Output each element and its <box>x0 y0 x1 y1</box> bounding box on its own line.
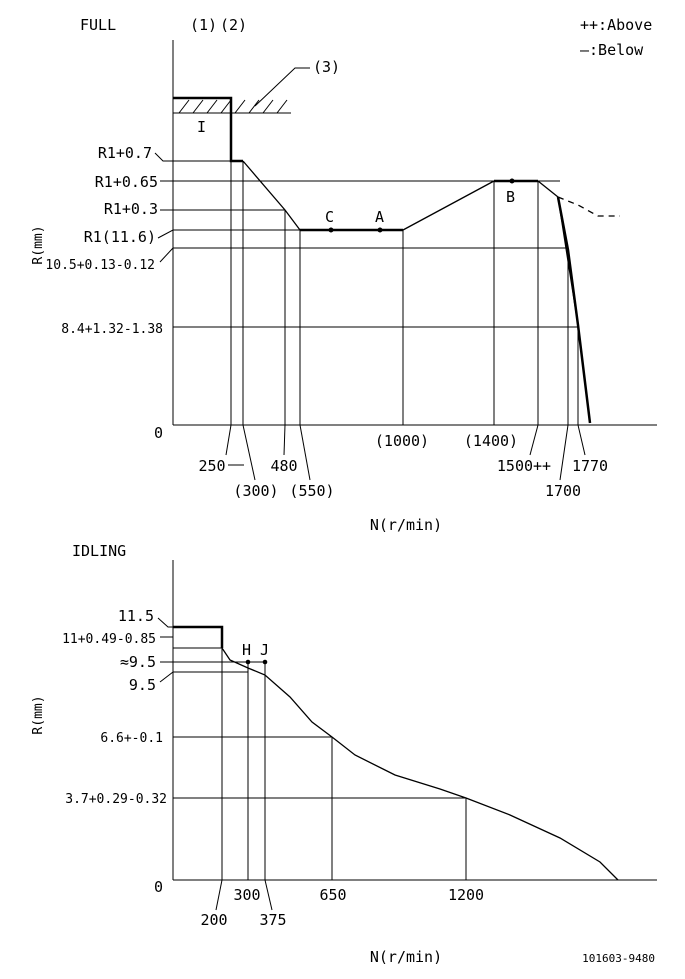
leader-r1-0.7 <box>155 153 173 161</box>
leader-200 <box>216 880 222 910</box>
full-xlabel-250: 250 <box>198 457 226 475</box>
point-j-label: J <box>260 641 270 659</box>
roman-i: I <box>197 118 207 136</box>
full-x-axis-title: N(r/min) <box>369 516 443 534</box>
idling-y-axis-title: R(mm) <box>31 695 46 735</box>
leader-11.5 <box>158 618 173 627</box>
marker-3-leader <box>255 68 310 106</box>
idling-ylabel-3.7: 3.7+0.29-0.32 <box>65 792 167 807</box>
full-title: FULL <box>80 16 117 34</box>
full-xlabel-1400: (1400) <box>463 432 519 450</box>
idling-xlabel-1200: 1200 <box>447 886 485 904</box>
idling-curve <box>222 648 618 880</box>
legend-below: —:Below <box>580 41 644 59</box>
point-c-label: C <box>325 208 335 226</box>
full-xlabel-1500: 1500++ <box>496 457 552 475</box>
full-ylabel-10.5: 10.5+0.13-0.12 <box>45 258 155 273</box>
leader-9.5 <box>160 672 173 682</box>
leader-1700 <box>560 425 568 480</box>
idling-ylabel-approx-9.5: ≈9.5 <box>119 653 156 671</box>
full-y-axis-title: R(mm) <box>31 225 46 265</box>
point-a-label: A <box>375 208 385 226</box>
leader-300 <box>243 425 255 480</box>
full-ylabel-r1-0.3: R1+0.3 <box>103 200 158 218</box>
idling-ylabel-9.5: 9.5 <box>128 676 156 694</box>
idling-ylabel-0: 0 <box>153 878 163 896</box>
descending-segment <box>243 161 300 230</box>
full-xlabel-1770: 1770 <box>571 457 609 475</box>
idling-ylabel-11.5: 11.5 <box>117 607 154 625</box>
full-xlabel-1000: (1000) <box>374 432 430 450</box>
full-xlabel-550: (550) <box>289 482 335 500</box>
legend-above: ++:Above <box>580 16 653 34</box>
leader-r1-11.6 <box>158 230 300 238</box>
full-xlabel-480: 480 <box>270 457 298 475</box>
leader-10.5 <box>160 248 173 262</box>
leader-250 <box>226 425 231 455</box>
idling-x-axis-title: N(r/min) <box>369 948 443 966</box>
rising-segment <box>403 181 494 230</box>
leader-480 <box>284 425 285 455</box>
full-chart <box>31 16 657 534</box>
idling-xlabel-650: 650 <box>319 886 347 904</box>
full-ylabel-r1-0.65: R1+0.65 <box>94 173 158 191</box>
full-ylabel-8.4: 8.4+1.32-1.38 <box>61 322 163 337</box>
idling-chart <box>31 542 657 966</box>
point-b-label: B <box>506 188 516 206</box>
full-ylabel-0: 0 <box>153 424 163 442</box>
drawing-number: 101603-9480 <box>582 952 655 965</box>
idling-xlabel-375: 375 <box>259 911 287 929</box>
leader-375 <box>265 880 272 910</box>
full-xlabel-1700: 1700 <box>544 482 582 500</box>
full-ylabel-r1-0.7: R1+0.7 <box>97 144 152 162</box>
idling-ylabel-11: 11+0.49-0.85 <box>62 632 156 647</box>
point-a <box>378 228 383 233</box>
governor-start <box>538 181 558 197</box>
idling-start-step <box>173 627 222 648</box>
point-h-label: H <box>242 641 252 659</box>
leader-1770 <box>578 425 585 455</box>
idling-xlabel-300: 300 <box>233 886 261 904</box>
full-ylabel-r1-11.6: R1(11.6) <box>83 228 156 246</box>
idling-xlabel-200: 200 <box>200 911 228 929</box>
above-dashed <box>558 197 620 216</box>
marker-3: (3) <box>313 58 341 76</box>
marker-2: (2) <box>220 16 248 34</box>
leader-550 <box>300 425 310 480</box>
marker-1: (1) <box>190 16 218 34</box>
idling-title: IDLING <box>72 542 127 560</box>
leader-1500 <box>530 425 538 455</box>
idling-ylabel-6.6: 6.6+-0.1 <box>100 731 163 746</box>
full-xlabel-300: (300) <box>233 482 279 500</box>
point-c <box>329 228 334 233</box>
